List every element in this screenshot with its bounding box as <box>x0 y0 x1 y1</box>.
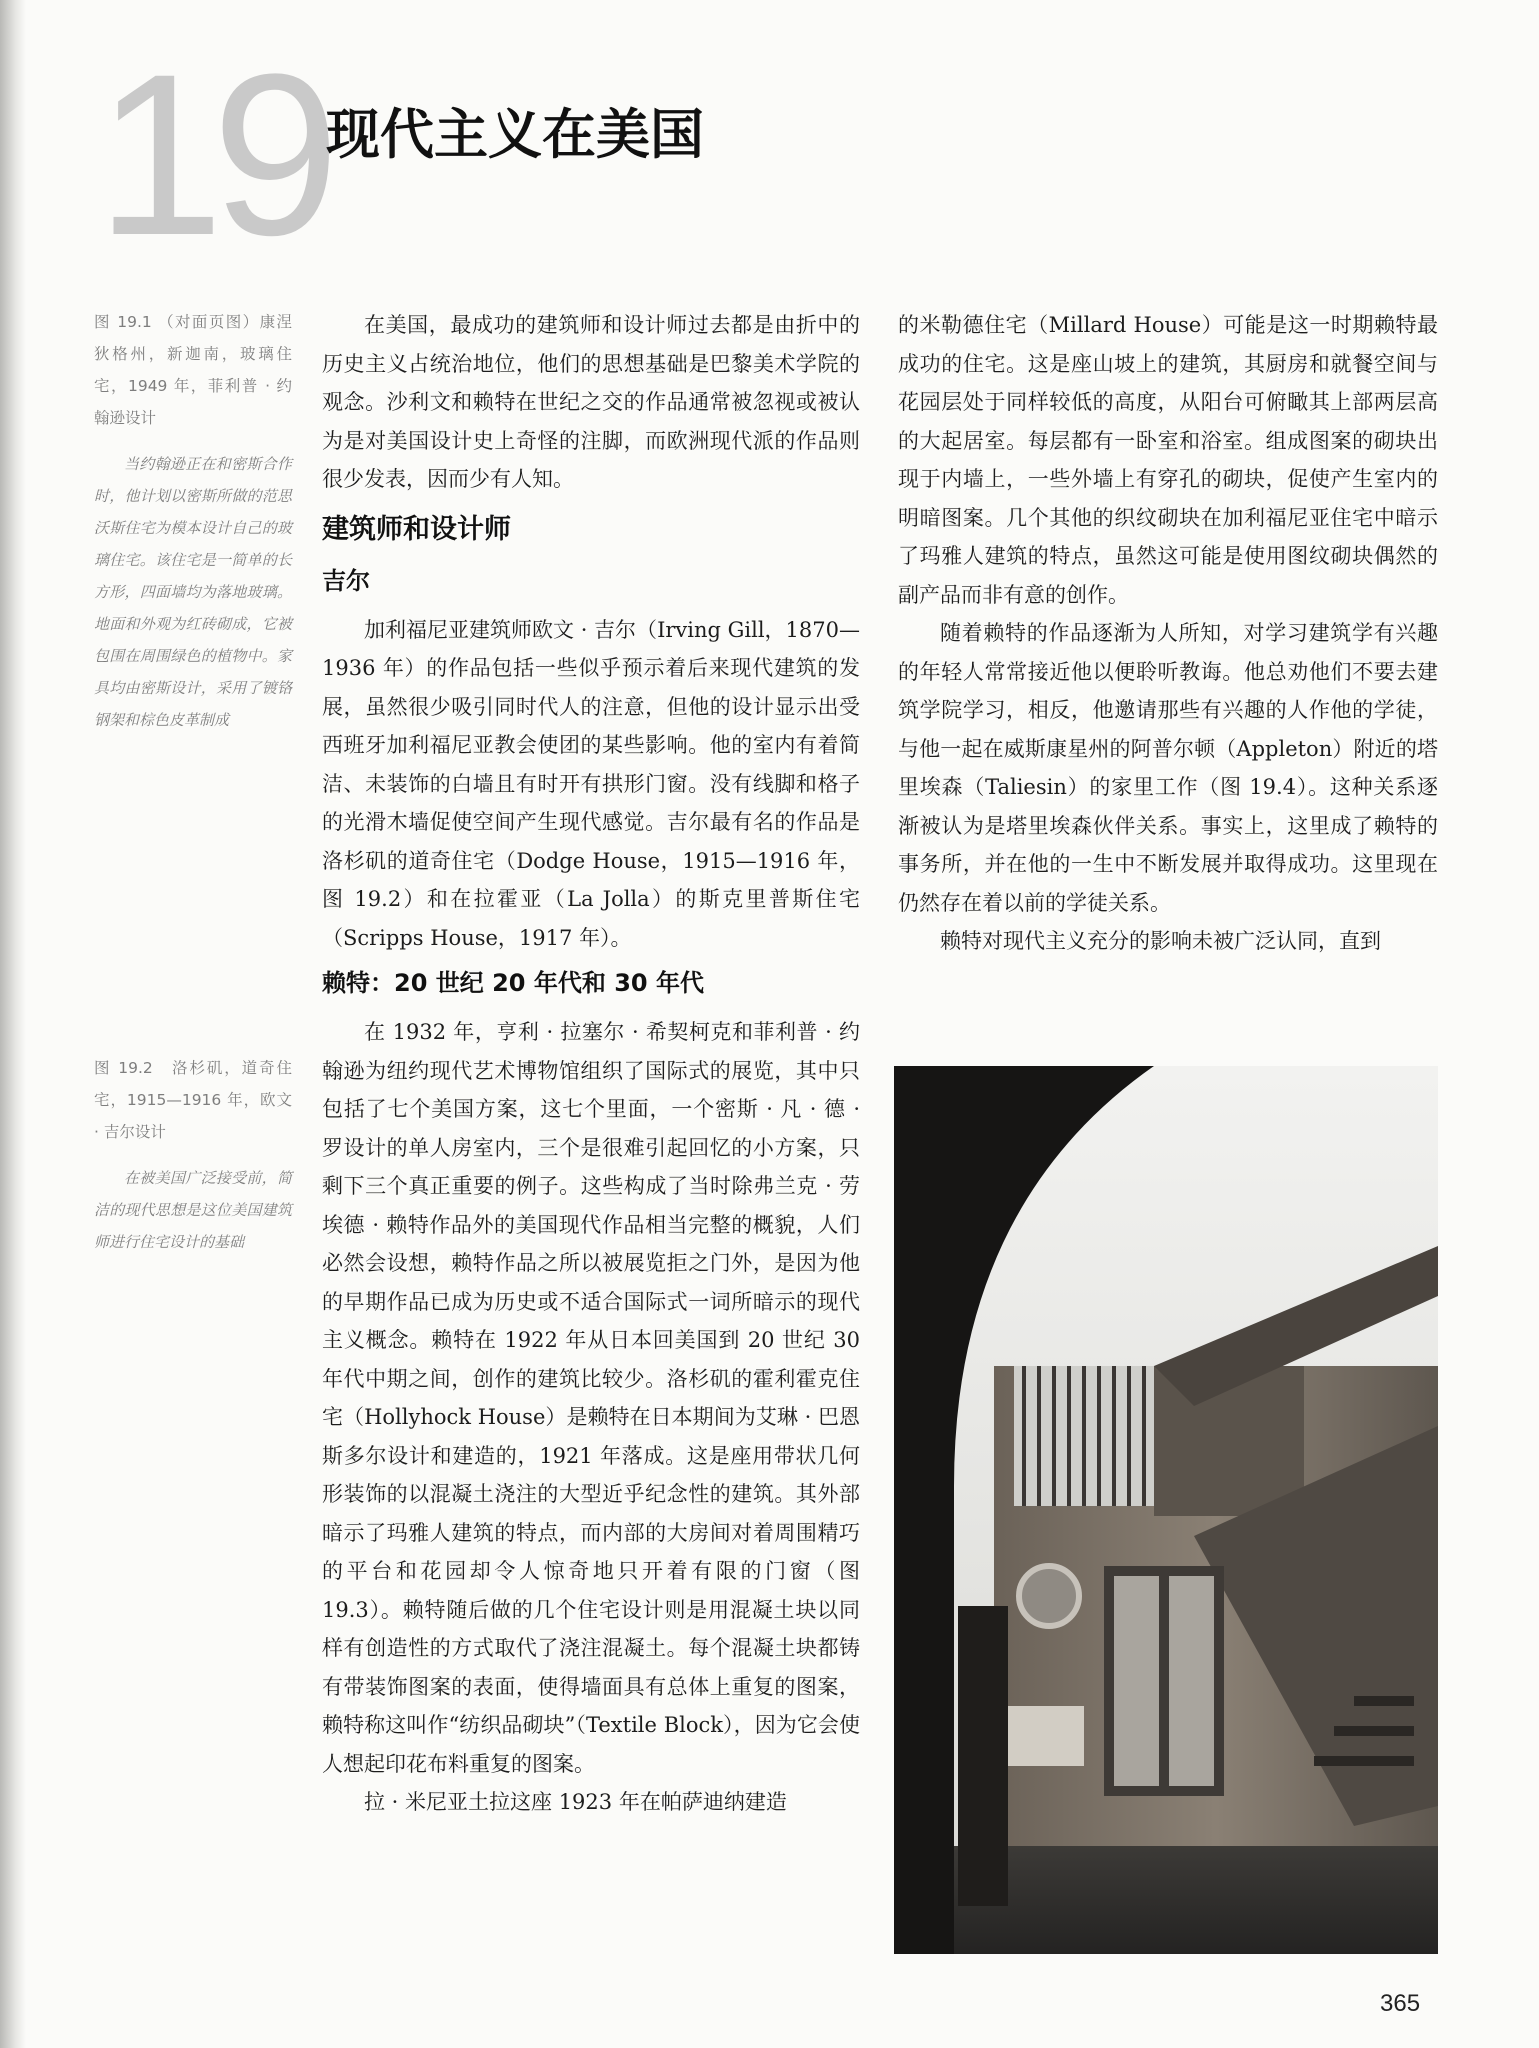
caption-figure-19-1 <box>94 306 292 736</box>
subheading-gill: 吉尔 <box>322 566 370 595</box>
book-spine-shadow <box>0 0 26 2048</box>
section-heading: 建筑师和设计师 <box>322 513 511 545</box>
caption-figure-19-2 <box>94 1052 292 1258</box>
continuing-paragraph: 拉 · 米尼亚土拉这座 1923 年在帕萨迪纳建造 <box>364 1790 787 1814</box>
page-number: 365 <box>1380 1990 1421 2017</box>
intro-paragraph: 在美国，最成功的建筑师和设计师过去都是由折中的历史主义占统治地位，他们的思想基础是巴黎美术学院的观念。沙利文和赖特在世纪之交的作品通常被忽视或被认为是对美国设计史上奇怪的注脚，而欧洲现代派的作品则很少发表，因而少有人知。 <box>322 313 860 491</box>
caption-note: 当约翰逊正在和密斯合作时，他计划以密斯所做的范思沃斯住宅为模本设计自己的玻璃住宅。该住宅是一简单的长方形，四面墙均为落地玻璃。地面和外观为红砖砌成，它被包围在周围绿色的植物中。家具均由密斯设计，采用了镀铬钢架和棕色皮革制成 <box>94 455 292 729</box>
subheading-wright: 赖特：20 世纪 20 年代和 30 年代 <box>322 969 704 997</box>
influence-paragraph: 赖特对现代主义充分的影响未被广泛认同，直到 <box>940 929 1381 953</box>
gill-paragraph: 加利福尼亚建筑师欧文 · 吉尔（Irving Gill，1870—1936 年）的作品包括一些似乎预示着后来现代建筑的发展，虽然很少吸引同时代人的注意，但他的设计显示出受西班牙加利福尼亚教会使团的某些影响。他的室内有着简洁、未装饰的白墙且有时开有拱形门窗。没有线脚和格子的光滑木墙促使空间产生现代感觉。吉尔最有名的作品是洛杉矶的道奇住宅（Dodge House，1915—1916 年，图 19.2）和在拉霍亚（La Jolla）的斯克里普斯住宅（Scripps House，1917 年）。 <box>322 617 860 950</box>
text-column-left <box>322 306 860 1822</box>
caption-head: 图 19.2 洛杉矶，道奇住宅，1915—1916 年，欧文 · 吉尔设计 <box>94 1059 292 1141</box>
caption-note: 在被美国广泛接受前，简洁的现代思想是这位美国建筑师进行住宅设计的基础 <box>94 1169 292 1251</box>
dodge-house-interior-photo <box>894 1066 1438 1954</box>
chapter-number: 19 <box>96 26 328 283</box>
caption-head: 图 19.1 （对面页图）康涅狄格州，新迦南，玻璃住宅，1949 年，菲利普 · 约翰逊设计 <box>94 313 292 427</box>
taliesin-paragraph: 随着赖特的作品逐渐为人所知，对学习建筑学有兴趣的年轻人常常接近他以便聆听教诲。他总劝他们不要去建筑学院学习，相反，他邀请那些有兴趣的人作他的学徒，与他一起在威斯康星州的阿普尔顿（Appleton）附近的塔里埃森（Taliesin）的家里工作（图 19.4）。这种关系逐渐被认为是塔里埃森伙伴关系。事实上，这里成了赖特的事务所，并在他的一生中不断发展并取得成功。这里现在仍然存在着以前的学徒关系。 <box>898 621 1438 915</box>
chapter-title: 现代主义在美国 <box>326 103 704 166</box>
text-column-right <box>898 306 1438 961</box>
wright-paragraph: 在 1932 年，亨利 · 拉塞尔 · 希契柯克和菲利普 · 约翰逊为纽约现代艺术博物馆组织了国际式的展览，其中只包括了七个美国方案，这七个里面，一个密斯 · 凡 · 德 · 罗设计的单人房室内，三个是很难引起回忆的小方案，只剩下三个真正重要的例子。这些构成了当时除弗兰克 · 劳埃德 · 赖特作品外的美国现代作品相当完整的概貌，人们必然会设想，赖特作品之所以被展览拒之门外，是因为他的早期作品已成为历史或不适合国际式一词所暗示的现代主义概念。赖特在 1922 年从日本回美国到 20 世纪 30 年代中期之间，创作的建筑比较少。洛杉矶的霍利霍克住宅（Hollyhock House）是赖特在日本期间为艾琳 · 巴恩斯多尔设计和建造的，1921 年落成。这是座用带状几何形装饰的以混凝土浇注的大型近乎纪念性的建筑。其外部暗示了玛雅人建筑的特点，而内部的大房间对着周围精巧的平台和花园却令人惊奇地只开着有限的门窗（图 19.3）。赖特随后做的几个住宅设计则是用混凝土块以同样有创造性的方式取代了浇注混凝土。每个混凝土块都铸有带装饰图案的表面，使得墙面具有总体上重复的图案，赖特称这叫作“纺织品砌块”（Textile Block），因为它会使人想起印花布料重复的图案。 <box>322 1020 860 1776</box>
millard-paragraph: 的米勒德住宅（Millard House）可能是这一时期赖特最成功的住宅。这是座山坡上的建筑，其厨房和就餐空间与花园层处于同样较低的高度，从阳台可俯瞰其上部两层高的大起居室。每层都有一卧室和浴室。组成图案的砌块出现于内墙上，一些外墙上有穿孔的砌块，促使产生室内的明暗图案。几个其他的织纹砌块在加利福尼亚住宅中暗示了玛雅人建筑的特点，虽然这可能是使用图纹砌块偶然的副产品而非有意的创作。 <box>898 313 1438 607</box>
